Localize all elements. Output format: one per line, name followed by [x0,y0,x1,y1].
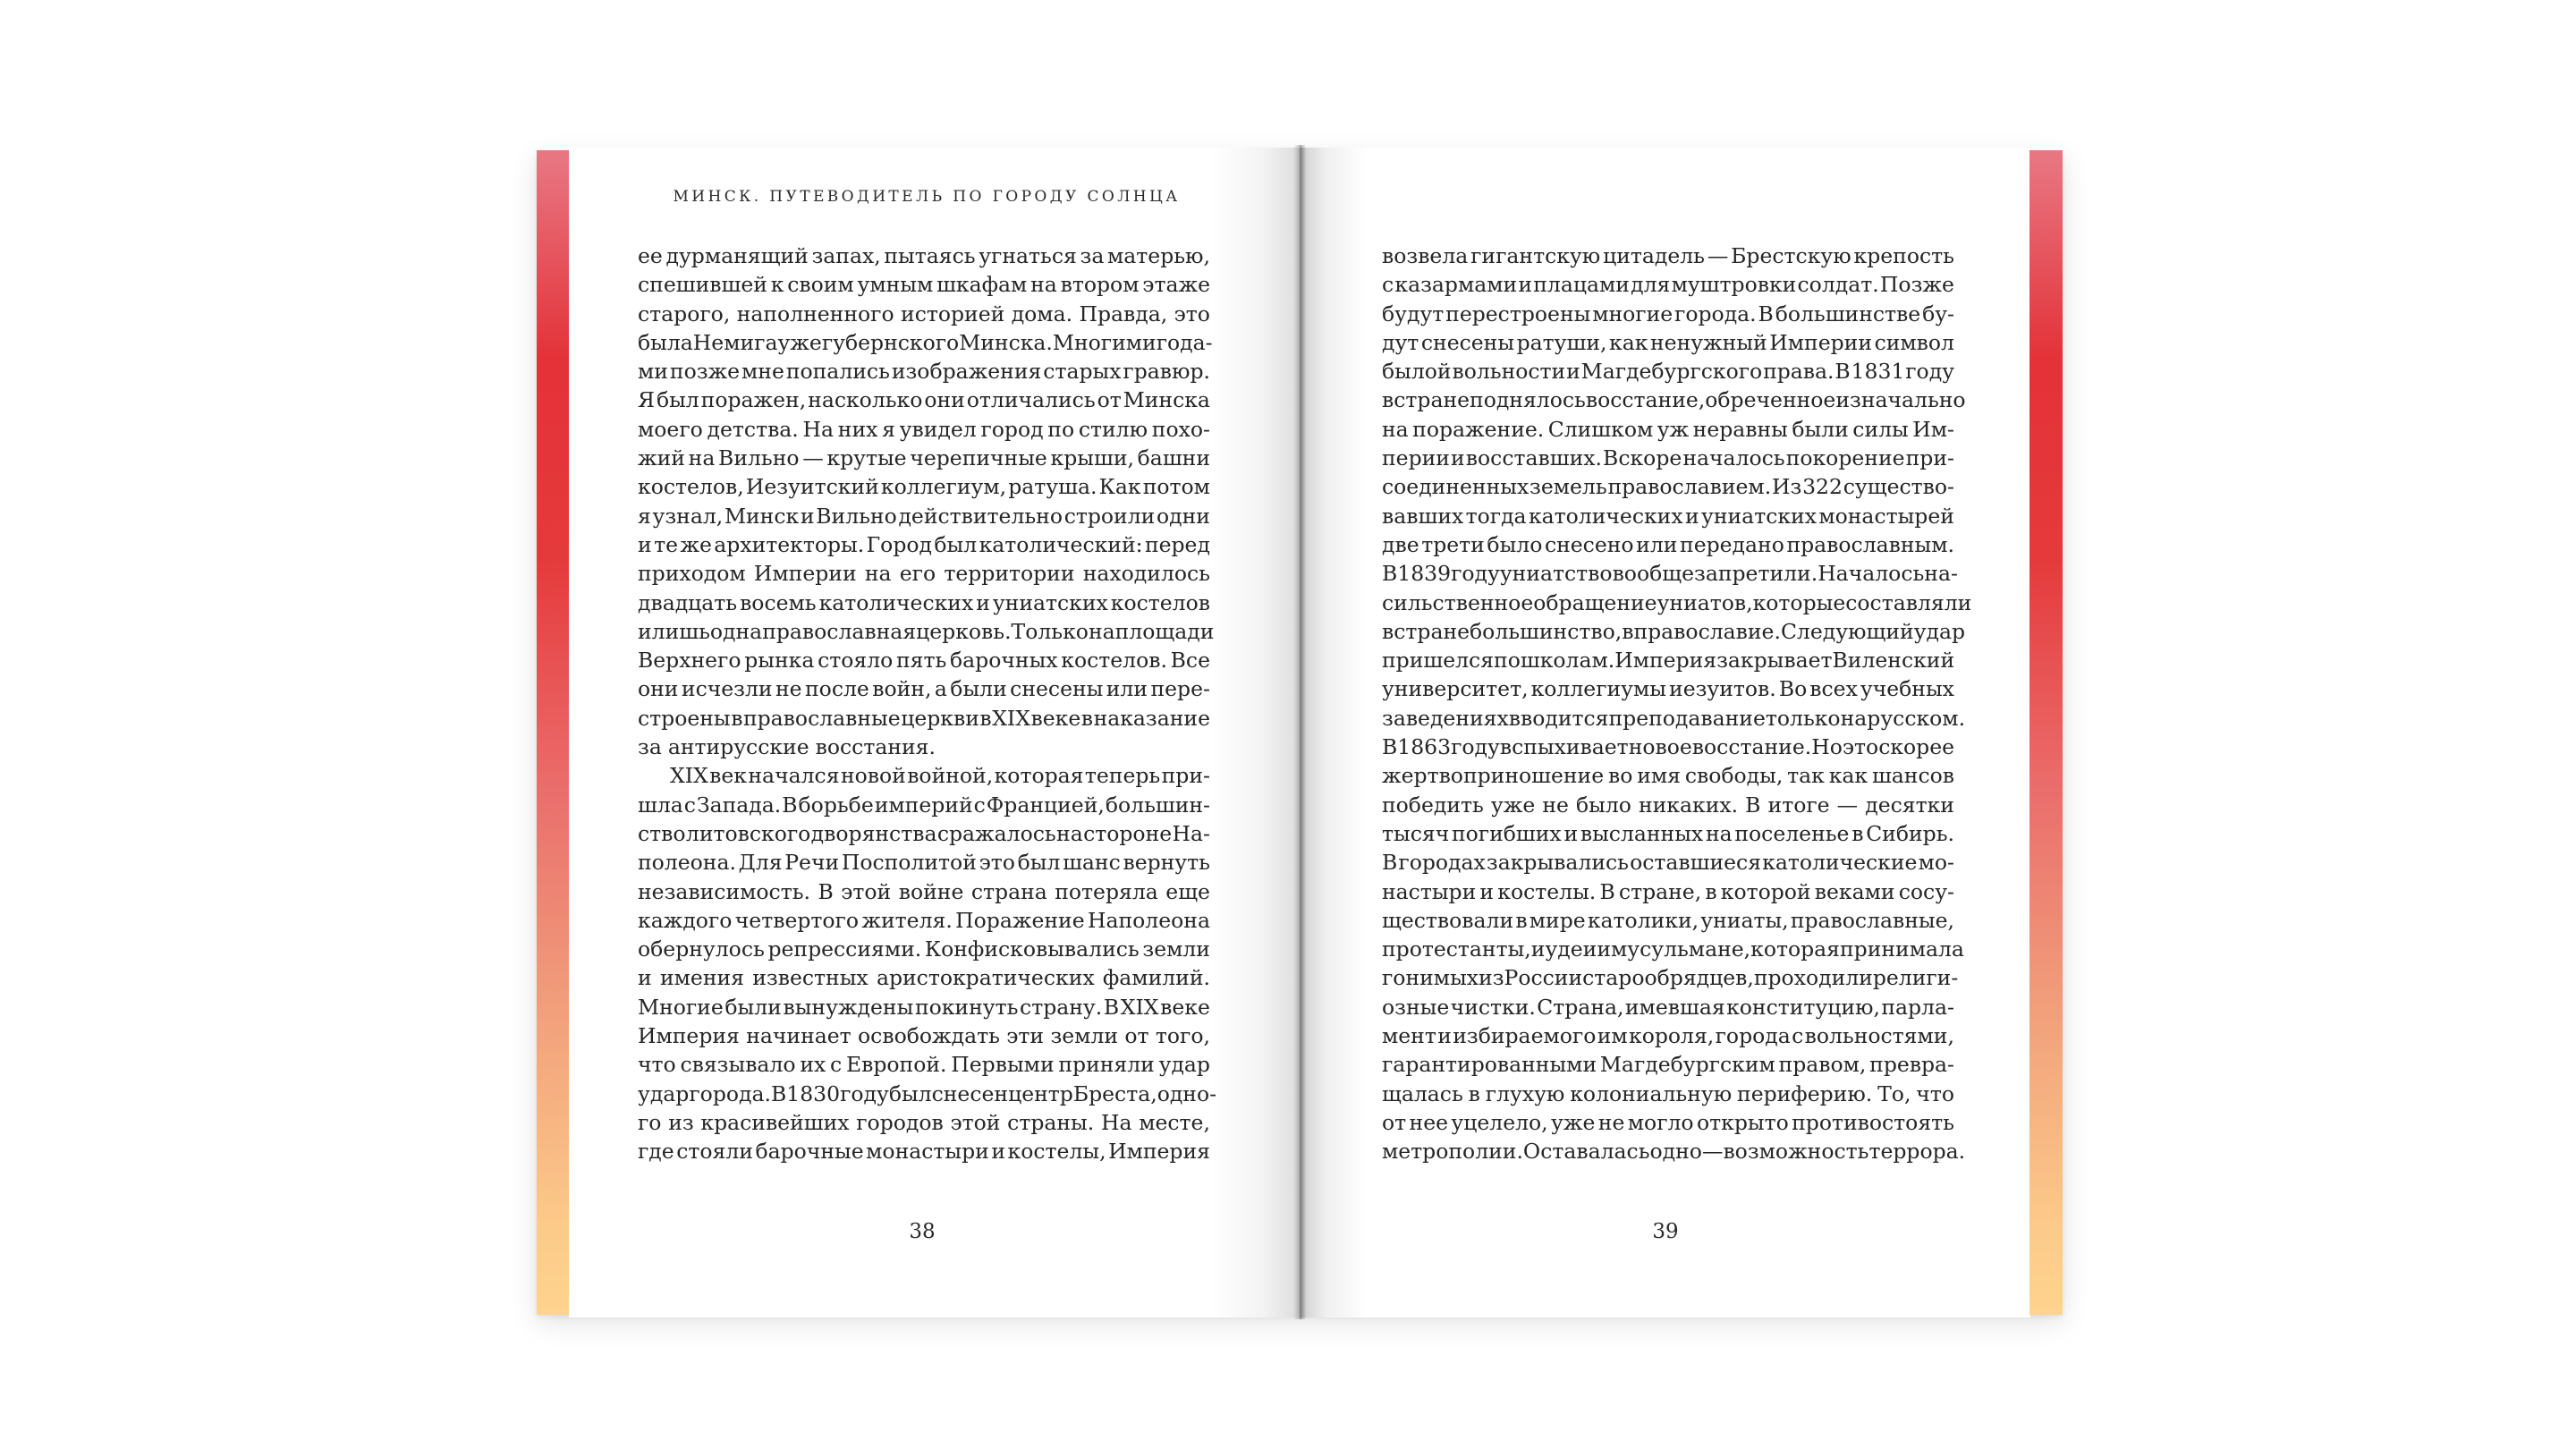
text-line: соединенных земель православием. Из 322 существо- [1382,474,1954,500]
text-line: ее дурманящий запах, пытаясь угнаться за матерью, [638,243,1210,268]
text-line: гарантированными Магдебургским правом, превра- [1382,1052,1954,1078]
text-line: где стояли барочные монастыри и костелы, Империя [638,1139,1210,1165]
text-line: В 1839 году униатство вообще запретили. Началось на- [1382,561,1958,587]
text-line: XIX век начался новой войной, которая теперь при- [670,763,1210,789]
book-gutter [1293,145,1306,1319]
text-line: протестанты, иудеи и мусульмане, которая принимала [1382,936,1964,962]
text-line: обернулось репрессиями. Конфисковывались земли [638,936,1210,962]
text-line: пришелся по школам. Империя закрывает Виленский [1382,648,1955,674]
text-line: они исчезли не после войн, а были снесены или пере- [638,676,1210,702]
text-line: ство литовского дворянства сражалось на стороне На- [638,820,1210,846]
text-line: жертвоприношение во имя свободы, так как шансов [1382,763,1954,789]
text-line: на поражение. Слишком уж неравны были силы Им- [1382,416,1954,442]
text-line: старого, наполненного историей дома. Правда, это [638,301,1210,326]
left-page-color-edge [537,150,570,1315]
text-line: заведениях вводится преподавание только на русском. [1382,705,1966,731]
text-line: метрополии. Оставалась одно — возможность террора. [1382,1139,1966,1165]
text-line: щалась в глухую колониальную периферию. То, что [1382,1080,1954,1106]
right-page-text [1382,242,1972,1166]
text-line: строены в православные церкви в XIX веке в наказание [638,705,1210,731]
text-line: моего детства. На них я увидел город по стилю похо- [638,416,1210,442]
text-line: и те же архитекторы. Город был католический: перед [638,531,1210,557]
text-line: и имения известных аристократических фамилий. [638,965,1210,991]
text-line: спешившей к своим умным шкафам на втором этаже [638,272,1210,298]
text-line: я узнал, Минск и Вильно действительно строили одни [638,503,1210,529]
text-line: настыри и костелы. В стране, в которой веками сосу- [1382,878,1954,904]
text-line: В 1863 году вспыхивает новое восстание. Но это скорее [1382,734,1955,760]
text-line: озные чистки. Страна, имевшая конституцию, парла- [1382,994,1954,1020]
right-page-color-edge [2029,150,2063,1315]
text-line: вавших тогда католических и униатских монастырей [1382,503,1954,529]
text-line: приходом Империи на его территории находилось [638,561,1210,587]
text-line: двадцать восемь католических и униатских костелов [638,589,1210,615]
text-line: в стране поднялось восстание, обреченное изначально [1382,387,1966,413]
text-line: го из красивейших городов этой страны. На месте, [638,1109,1210,1135]
running-head: МИНСК. ПУТЕВОДИТЕЛЬ ПО ГОРОДУ СОЛНЦА [673,188,1181,206]
text-line: Многие были вынуждены покинуть страну. В XIX веке [638,994,1210,1020]
text-line: ми позже мне попались изображения старых гравюр. [638,359,1210,385]
text-line: былой вольности и Магдебургского права. В 1831 году [1382,359,1954,385]
text-line: в стране большинство, в православие. Следующий удар [1382,618,1966,644]
text-line: удар города. В 1830 году был снесен центр Бреста, одно- [638,1080,1217,1106]
left-page-number: 38 [909,1220,936,1243]
text-line: дут снесены ратуши, как ненужный Империи символ [1382,329,1954,355]
text-line: перии и восставших. Вскоре началось покорение при- [1382,445,1954,471]
text-line: ществовали в мире католики, униаты, православные, [1382,907,1954,933]
text-line: тысяч погибших и высланных на поселенье в Сибирь. [1382,820,1954,846]
text-line: что связывало их с Европой. Первыми приняли удар [638,1052,1210,1078]
text-line: будут перестроены многие города. В большинстве бу- [1382,301,1954,326]
text-line: Я был поражен, насколько они отличались от Минска [638,387,1210,413]
text-line: Империя начинает освобождать эти земли от того, [638,1023,1210,1049]
text-line: сильственное обращение униатов, которые составляли [1382,589,1972,615]
text-line: каждого четвертого жителя. Поражение Наполеона [638,907,1210,933]
text-line: гонимых из России старообрядцев, проходили религи- [1382,965,1959,991]
text-line: университет, коллегиумы иезуитов. Во всех учебных [1382,676,1954,702]
text-line: мент и избираемого им короля, города с вольностями, [1382,1023,1954,1049]
left-page-text [638,242,1217,1166]
text-line: костелов, Иезуитский коллегиум, ратуша. Как потом [638,474,1210,500]
text-line: две трети было снесено или передано православным. [1382,531,1954,557]
text-line: В городах закрывались оставшиеся католические мо- [1382,850,1954,876]
text-line: жий на Вильно — крутые черепичные крыши, башни [638,445,1210,471]
text-line: была Немига уже губернского Минска. Многими года- [638,329,1213,355]
text-line: с казармами и плацами для муштровки солдат. Позже [1382,272,1954,298]
text-line: от нее уцелело, уже не могло открыто противостоять [1382,1109,1954,1135]
text-line: Верхнего рынка стояло пять барочных костелов. Все [638,648,1210,674]
text-line: за антирусские восстания. [638,734,936,760]
text-line: независимость. В этой войне страна потеряла еще [638,878,1210,904]
text-line: победить уже не было никаких. В итоге — десятки [1382,792,1954,818]
text-line: и лишь одна православная церковь. Только на площади [638,618,1215,644]
text-line: шла с Запада. В борьбе империй с Францией, большин- [638,792,1210,818]
text-line: возвела гигантскую цитадель — Брестскую крепость [1382,243,1954,268]
right-page-number: 39 [1652,1220,1679,1243]
text-line: полеона. Для Речи Посполитой это был шанс вернуть [638,850,1210,876]
